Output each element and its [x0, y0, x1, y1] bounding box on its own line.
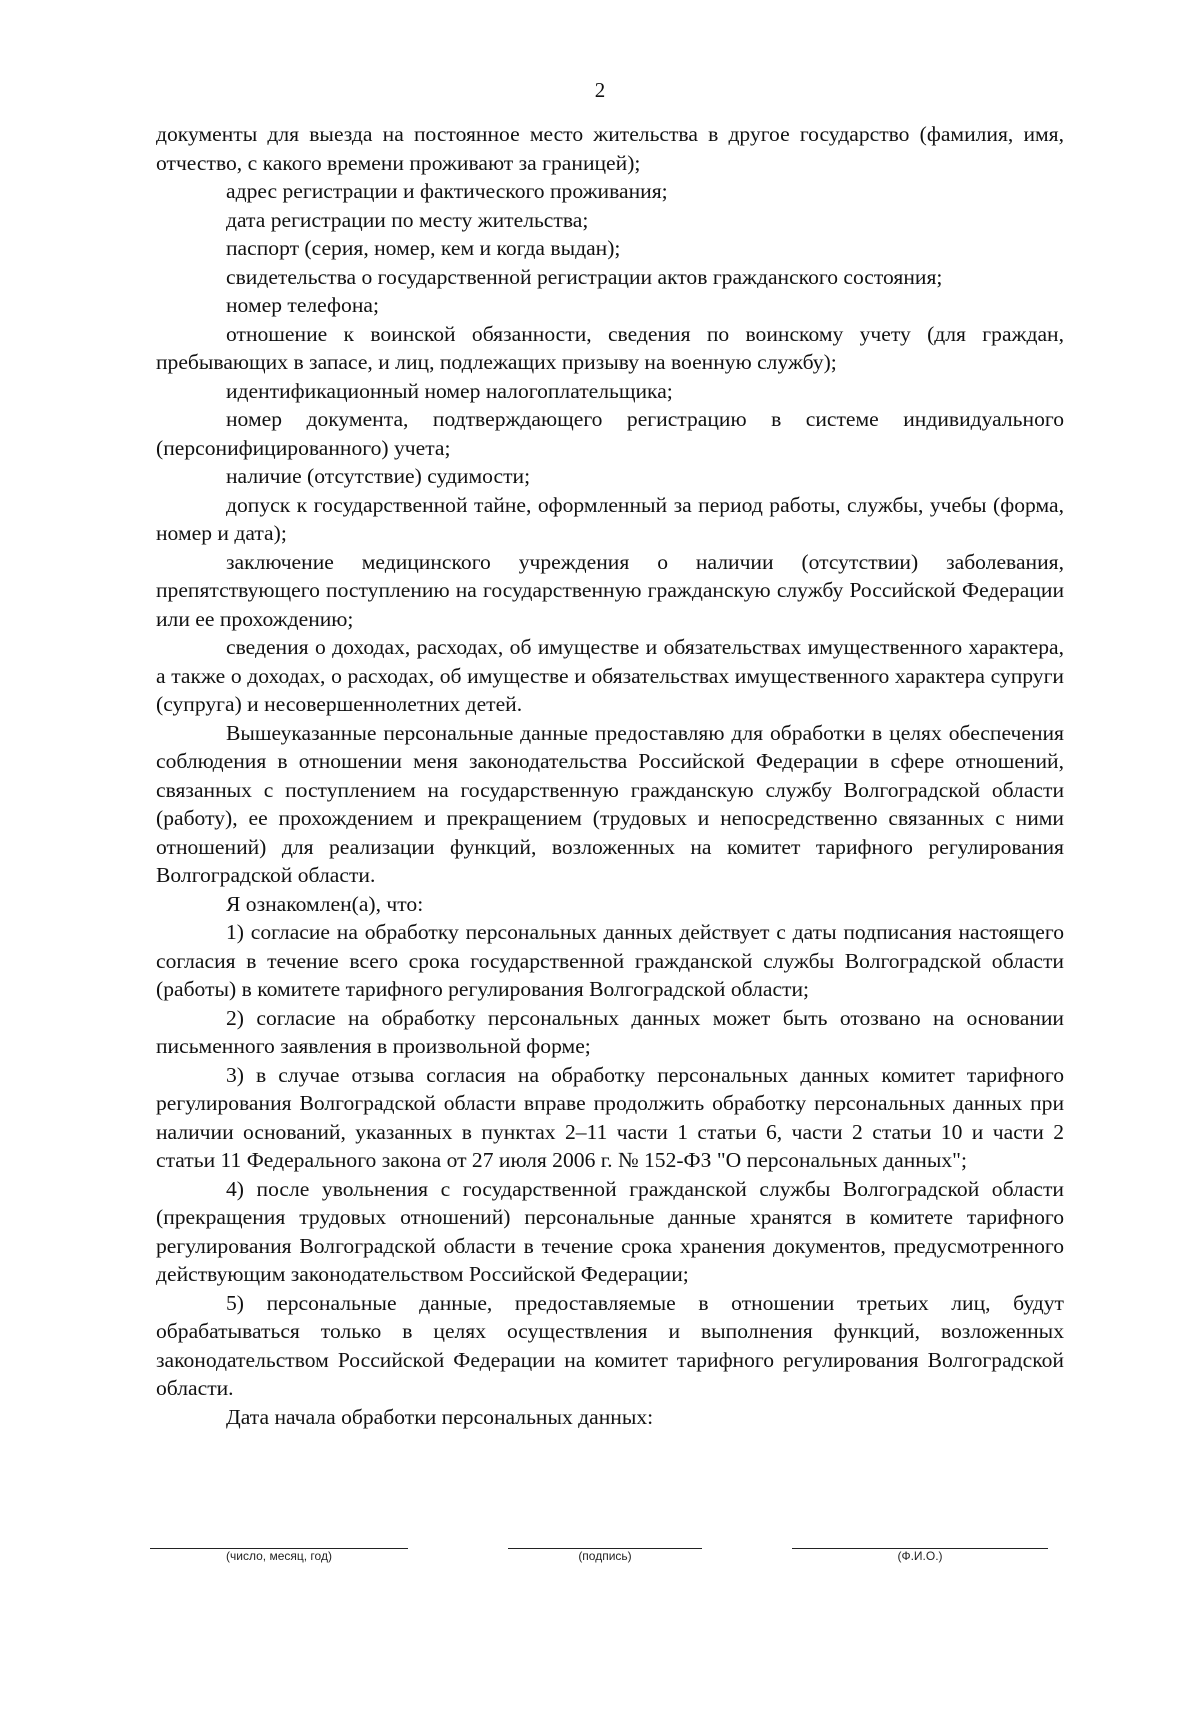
body-paragraph: номер документа, подтверждающего регистрацию в системе индивидуального (персонифицированного) учета;	[156, 407, 1064, 460]
body-paragraph: 4) после увольнения с государственной гражданской службы Волгоградской области (прекращения трудовых отношений) персональные данные хранятся в комитете тарифного регулирования Волгоградской области в течение срока хранения документов, предусмотренного действующим законодательством Российской Федерации;	[156, 1176, 1064, 1286]
full-name-line	[792, 1548, 1048, 1563]
body-paragraph: 2) согласие на обработку персональных данных может быть отозвано на основании письменного заявления в произвольной форме;	[156, 1005, 1064, 1058]
body-paragraph: заключение медицинского учреждения о наличии (отсутствии) заболевания, препятствующего поступлению на государственную гражданскую службу Российской Федерации или ее прохождению;	[156, 549, 1064, 631]
full-name-caption: (Ф.И.О.)	[897, 1549, 943, 1563]
document-body	[156, 120, 1064, 1431]
body-paragraph: Я ознакомлен(а), что:	[226, 891, 424, 916]
date-signature-line	[150, 1548, 408, 1563]
body-paragraph: номер телефона;	[226, 293, 379, 317]
body-paragraph: адрес регистрации и фактического проживания;	[226, 179, 668, 203]
body-paragraph: 5) персональные данные, предоставляемые в отношении третьих лиц, будут обрабатываться только в целях осуществления и выполнения функций, возложенных законодательством Российской Федерации на комитет тарифного регулирования Волгоградской области.	[156, 1290, 1064, 1400]
body-paragraph: сведения о доходах, расходах, об имуществе и обязательствах имущественного характера, а также о доходах, о расходах, об имуществе и обязательствах имущественного характера супруги (супруга) и несовершеннолетних детей.	[156, 635, 1064, 716]
body-paragraph: 3) в случае отзыва согласия на обработку персональных данных комитет тарифного регулирования Волгоградской области вправе продолжить обработку персональных данных при наличии оснований, указанных в пунктах 2–11 части 1 статьи 6, части 2 статьи 10 и части 2 статьи 11 Федерального закона от 27 июля 2006 г. № 152-ФЗ "О персональных данных";	[156, 1062, 1064, 1172]
signature-caption: (подпись)	[578, 1549, 632, 1563]
body-paragraph: Дата начала обработки персональных данных:	[226, 1404, 654, 1429]
body-paragraph: паспорт (серия, номер, кем и когда выдан);	[226, 236, 621, 260]
signature-line	[508, 1548, 702, 1563]
date-caption: (число, месяц, год)	[226, 1549, 332, 1563]
body-paragraph: свидетельства о государственной регистрации актов гражданского состояния;	[226, 264, 943, 289]
body-paragraph: идентификационный номер налогоплательщика;	[226, 378, 673, 403]
body-paragraph: дата регистрации по месту жительства;	[226, 207, 589, 232]
body-paragraph: наличие (отсутствие) судимости;	[226, 464, 531, 488]
signature-block	[0, 1548, 1200, 1578]
page-number: 2	[594, 78, 606, 102]
body-paragraph: документы для выезда на постоянное место жительства в другое государство (фамилия, имя, отчество, с какого времени проживают за границей);	[156, 122, 1064, 175]
body-paragraph: отношение к воинской обязанности, сведения по воинскому учету (для граждан, пребывающих в запасе, и лиц, подлежащих призыву на военную службу);	[156, 321, 1064, 374]
body-paragraph: допуск к государственной тайне, оформленный за период работы, службы, учебы (форма, номер и дата);	[156, 492, 1064, 545]
body-paragraph: Вышеуказанные персональные данные предоставляю для обработки в целях обеспечения соблюдения в отношении меня законодательства Российской Федерации в сфере отношений, связанных с поступлением на государственную гражданскую службу Волгоградской области (работу), ее прохождением и прекращением (трудовых и непосредственно связанных с ними отношений) для реализации функций, возложенных на комитет тарифного регулирования Волгоградской области.	[156, 720, 1064, 887]
body-paragraph: 1) согласие на обработку персональных данных действует с даты подписания настоящего согласия в течение всего срока государственной гражданской службы Волгоградской области (работы) в комитете тарифного регулирования Волгоградской области;	[156, 920, 1064, 1001]
